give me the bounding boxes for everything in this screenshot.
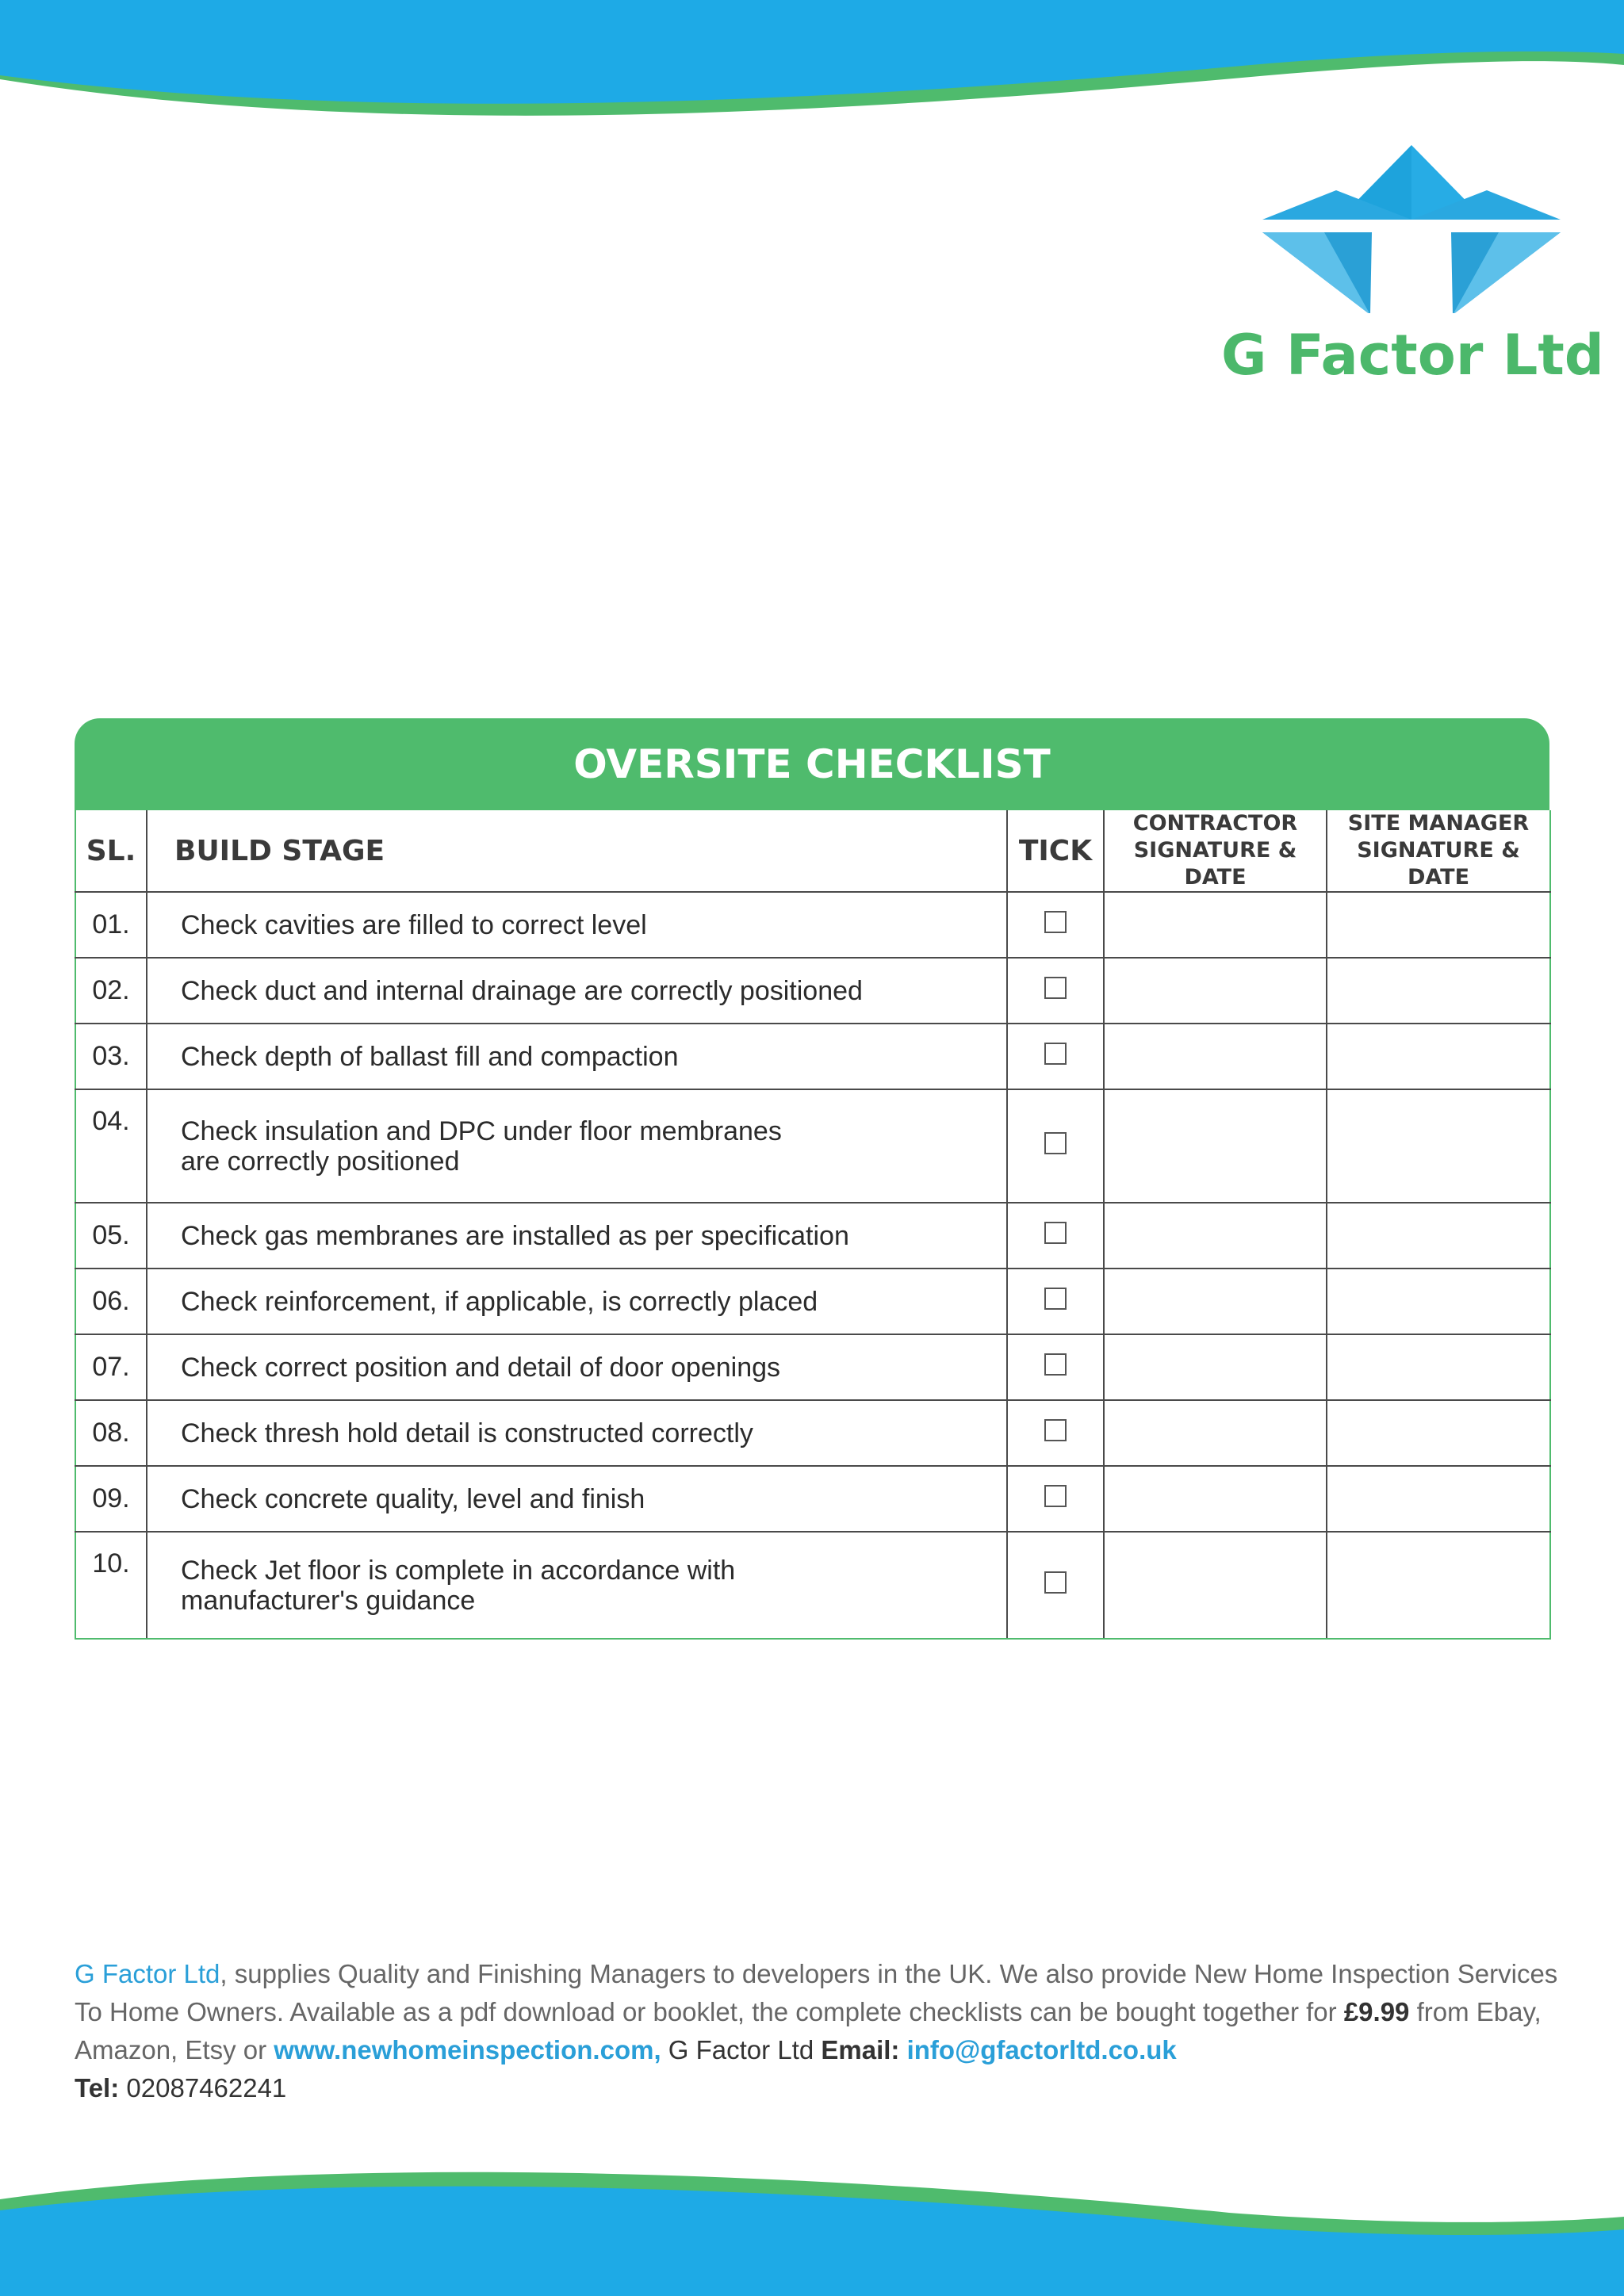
- tick-checkbox[interactable]: [1044, 1571, 1067, 1594]
- build-stage-line2: manufacturer's guidance: [181, 1585, 476, 1616]
- manager-signature-cell[interactable]: [1327, 958, 1550, 1024]
- tick-cell: [1007, 1400, 1104, 1466]
- column-header-sl: SL.: [75, 810, 147, 892]
- footer-tel: 02087462241: [119, 2073, 287, 2103]
- column-header-tick: TICK: [1007, 810, 1104, 892]
- footer-tel-label: Tel:: [75, 2073, 120, 2103]
- tick-checkbox[interactable]: [1044, 911, 1067, 933]
- table-header-row: [75, 810, 1550, 892]
- build-stage-text: Check cavities are filled to correct level: [147, 892, 1007, 958]
- manager-signature-cell[interactable]: [1327, 1269, 1550, 1334]
- row-number: 04.: [75, 1089, 147, 1203]
- footer-description: [75, 1955, 1565, 2107]
- contractor-signature-cell[interactable]: [1104, 1334, 1327, 1400]
- logo-emblem-icon: [1261, 139, 1562, 313]
- manager-header-line1: SITE MANAGER: [1347, 811, 1530, 836]
- build-stage-text: Check duct and internal drainage are correctly positioned: [147, 958, 1007, 1024]
- table-row: [75, 1532, 1550, 1639]
- manager-header-line2: SIGNATURE & DATE: [1357, 838, 1520, 890]
- build-stage-text: Check depth of ballast fill and compaction: [147, 1024, 1007, 1089]
- logo-wordmark: G Factor Ltd: [1221, 323, 1604, 388]
- contractor-signature-cell[interactable]: [1104, 1203, 1327, 1269]
- footer-text-1: , supplies Quality and Finishing Managers to developers in the UK. We also provide New Home Inspection Services To Home Owners. Available as a pdf download or booklet, the complete checklists can be bought together for: [75, 1959, 1558, 2026]
- contractor-signature-cell[interactable]: [1104, 1532, 1327, 1639]
- manager-signature-cell[interactable]: [1327, 1466, 1550, 1532]
- contractor-signature-cell[interactable]: [1104, 1024, 1327, 1089]
- build-stage-text: [147, 1532, 1007, 1639]
- row-number: 03.: [75, 1024, 147, 1089]
- table-row: [75, 1203, 1550, 1269]
- table-row: [75, 958, 1550, 1024]
- contractor-signature-cell[interactable]: [1104, 958, 1327, 1024]
- tick-cell: [1007, 1024, 1104, 1089]
- footer-wave: [0, 2137, 1624, 2296]
- tick-cell: [1007, 1269, 1104, 1334]
- manager-signature-cell[interactable]: [1327, 1334, 1550, 1400]
- tick-cell: [1007, 892, 1104, 958]
- build-stage-text: Check thresh hold detail is constructed correctly: [147, 1400, 1007, 1466]
- footer-company-name: G Factor Ltd: [75, 1959, 220, 1988]
- tick-checkbox[interactable]: [1044, 1043, 1067, 1065]
- footer-email-label: Email:: [821, 2035, 900, 2064]
- build-stage-line1: Check insulation and DPC under floor membranes: [181, 1115, 782, 1146]
- build-stage-text: Check concrete quality, level and finish: [147, 1466, 1007, 1532]
- manager-signature-cell[interactable]: [1327, 1532, 1550, 1639]
- row-number: 08.: [75, 1400, 147, 1466]
- table-row: [75, 1269, 1550, 1334]
- row-number: 06.: [75, 1269, 147, 1334]
- contractor-signature-cell[interactable]: [1104, 1089, 1327, 1203]
- manager-signature-cell[interactable]: [1327, 1089, 1550, 1203]
- row-number: 10.: [75, 1532, 147, 1639]
- row-number: 01.: [75, 892, 147, 958]
- row-number: 07.: [75, 1334, 147, 1400]
- table-row: [75, 1334, 1550, 1400]
- tick-cell: [1007, 1089, 1104, 1203]
- tick-checkbox[interactable]: [1044, 977, 1067, 999]
- tick-cell: [1007, 1334, 1104, 1400]
- checklist-title: OVERSITE CHECKLIST: [75, 718, 1549, 810]
- tick-cell: [1007, 958, 1104, 1024]
- checklist-table: [75, 810, 1551, 1640]
- footer-email-link[interactable]: info@gfactorltd.co.uk: [906, 2035, 1177, 2064]
- row-number: 05.: [75, 1203, 147, 1269]
- footer-website-link[interactable]: www.newhomeinspection.com,: [274, 2035, 661, 2064]
- build-stage-text: Check gas membranes are installed as per specification: [147, 1203, 1007, 1269]
- tick-checkbox[interactable]: [1044, 1288, 1067, 1310]
- manager-signature-cell[interactable]: [1327, 1400, 1550, 1466]
- tick-cell: [1007, 1532, 1104, 1639]
- footer-text-3: G Factor Ltd: [661, 2035, 822, 2064]
- row-number: 02.: [75, 958, 147, 1024]
- contractor-header-line2: SIGNATURE & DATE: [1133, 838, 1297, 890]
- table-row: [75, 1089, 1550, 1203]
- manager-signature-cell[interactable]: [1327, 892, 1550, 958]
- column-header-build-stage: BUILD STAGE: [147, 810, 1007, 892]
- build-stage-line1: Check Jet floor is complete in accordance with: [181, 1555, 736, 1586]
- footer-text-2: from Ebay, Amazon, Etsy or: [75, 1997, 1542, 2064]
- manager-signature-cell[interactable]: [1327, 1024, 1550, 1089]
- contractor-signature-cell[interactable]: [1104, 892, 1327, 958]
- company-logo: [1213, 139, 1604, 392]
- row-number: 09.: [75, 1466, 147, 1532]
- build-stage-text: Check correct position and detail of door openings: [147, 1334, 1007, 1400]
- build-stage-text: [147, 1089, 1007, 1203]
- table-row: [75, 1466, 1550, 1532]
- footer-price: £9.99: [1343, 1997, 1410, 2026]
- tick-checkbox[interactable]: [1044, 1132, 1067, 1154]
- tick-cell: [1007, 1466, 1104, 1532]
- manager-signature-cell[interactable]: [1327, 1203, 1550, 1269]
- column-header-contractor: [1104, 810, 1327, 892]
- table-row: [75, 1024, 1550, 1089]
- tick-cell: [1007, 1203, 1104, 1269]
- build-stage-line2: are correctly positioned: [181, 1146, 460, 1177]
- tick-checkbox[interactable]: [1044, 1353, 1067, 1376]
- build-stage-text: Check reinforcement, if applicable, is correctly placed: [147, 1269, 1007, 1334]
- header-wave: [0, 0, 1624, 139]
- contractor-header-line1: CONTRACTOR: [1132, 811, 1298, 836]
- contractor-signature-cell[interactable]: [1104, 1269, 1327, 1334]
- tick-checkbox[interactable]: [1044, 1222, 1067, 1244]
- contractor-signature-cell[interactable]: [1104, 1400, 1327, 1466]
- table-row: [75, 1400, 1550, 1466]
- contractor-signature-cell[interactable]: [1104, 1466, 1327, 1532]
- tick-checkbox[interactable]: [1044, 1419, 1067, 1441]
- oversite-checklist: [75, 718, 1549, 1640]
- table-row: [75, 892, 1550, 958]
- column-header-site-manager: [1327, 810, 1550, 892]
- tick-checkbox[interactable]: [1044, 1485, 1067, 1507]
